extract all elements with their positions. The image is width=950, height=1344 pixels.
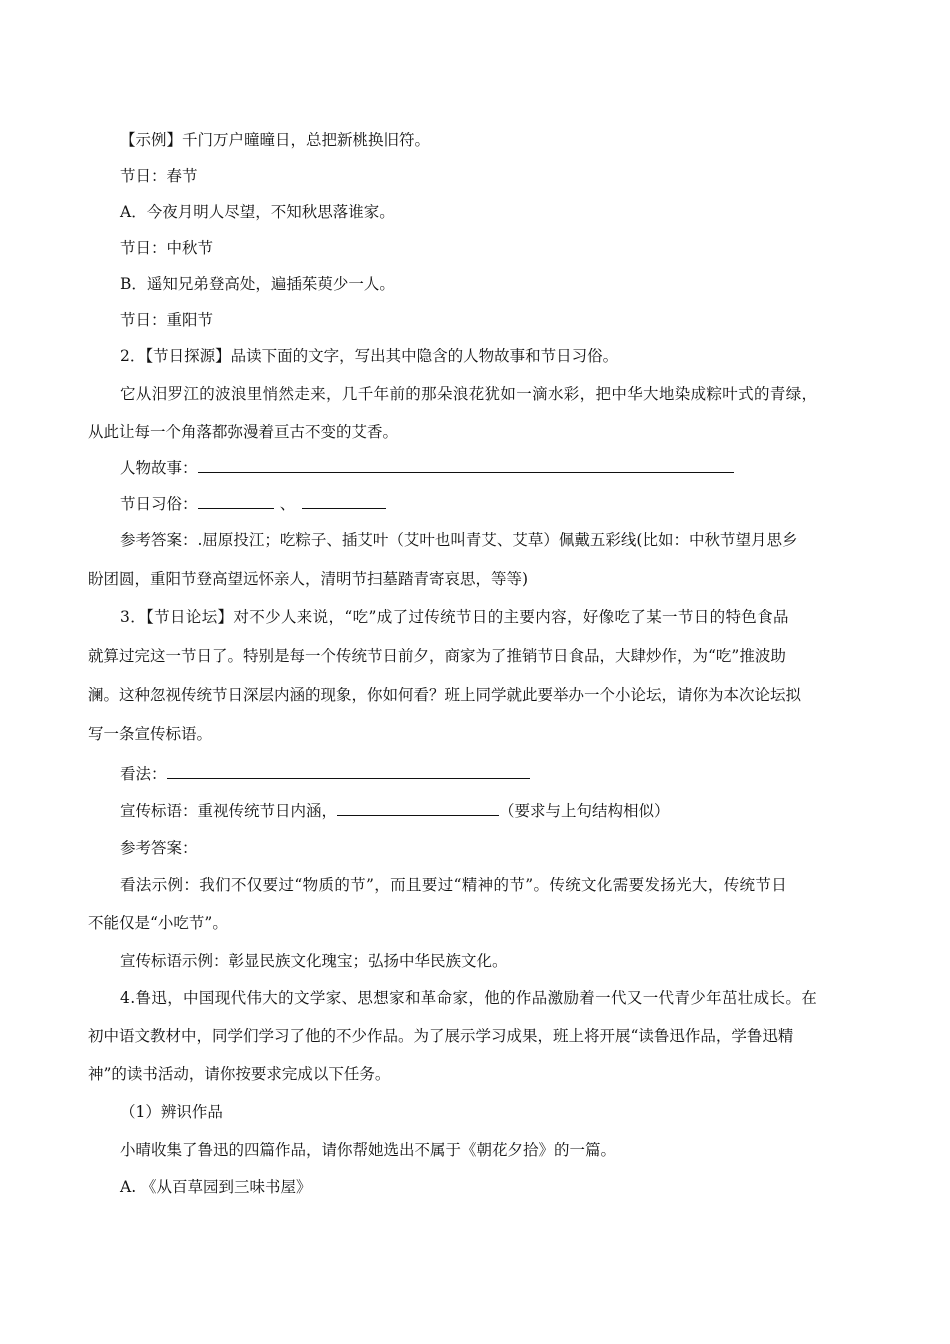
opinion-answer-blank[interactable] bbox=[167, 762, 530, 779]
slogan-line bbox=[120, 799, 670, 823]
question-2-answer-line-2: 盼团圆，重阳节登高望远怀亲人，清明节扫墓踏青寄哀思，等等) bbox=[88, 570, 529, 588]
festival-custom-blank-2[interactable] bbox=[302, 492, 386, 509]
task-1-heading: （1）辨识作品 bbox=[120, 1103, 223, 1121]
task-1-instruction: 小晴收集了鲁迅的四篇作品，请你帮她选出不属于《朝花夕拾》的一篇。 bbox=[120, 1141, 617, 1159]
festival-custom-separator: 、 bbox=[279, 495, 296, 513]
slogan-answer-blank[interactable] bbox=[337, 799, 499, 816]
question-2-passage-line-1: 它从汨罗江的波浪里悄然走来，几千年前的那朵浪花犹如一滴水彩，把中华大地染成粽叶式的青绿， bbox=[120, 385, 818, 403]
question-4-line-3: 神”的读书活动，请你按要求完成以下任务。 bbox=[88, 1065, 391, 1083]
opinion-line bbox=[120, 762, 530, 786]
example-festival: 节日：春节 bbox=[120, 167, 198, 185]
festival-custom-blank-1[interactable] bbox=[198, 492, 274, 509]
question-4-line-1: 4.鲁迅，中国现代伟大的文学家、思想家和革命家，他的作品激励着一代又一代青少年茁壮成长。在 bbox=[120, 989, 818, 1007]
opinion-label: 看法： bbox=[120, 765, 167, 783]
question-3-line-4: 写一条宣传标语。 bbox=[88, 725, 213, 743]
slogan-example: 宣传标语示例：彰显民族文化瑰宝；弘扬中华民族文化。 bbox=[120, 952, 508, 970]
option-b-festival: 节日：重阳节 bbox=[120, 311, 214, 329]
question-2-answer-line-1: 参考答案：.屈原投江；吃粽子、插艾叶（艾叶也叫青艾、艾草）佩戴五彩线(比如：中秋节望月思乡 bbox=[120, 531, 798, 549]
character-story-label: 人物故事： bbox=[120, 459, 198, 477]
opinion-example-line-2: 不能仅是“小吃节”。 bbox=[88, 914, 228, 932]
option-a-poem: A．今夜月明人尽望，不知秋思落谁家。 bbox=[120, 203, 395, 221]
question-3-line-3: 澜。这种忽视传统节日深层内涵的现象，你如何看？班上同学就此要举办一个小论坛，请你为本次论坛拟 bbox=[88, 686, 802, 704]
option-b-poem: B．遥知兄弟登高处，遍插茱萸少一人。 bbox=[120, 275, 395, 293]
example-line: 【示例】千门万户曈曈日，总把新桃换旧符。 bbox=[120, 131, 431, 149]
question-4-line-2: 初中语文教材中，同学们学习了他的不少作品。为了展示学习成果，班上将开展“读鲁迅作品，学鲁迅精 bbox=[88, 1027, 794, 1045]
opinion-example-line-1: 看法示例：我们不仅要过“物质的节”，而且要过“精神的节”。传统文化需要发扬光大，传统节日 bbox=[120, 876, 788, 894]
festival-custom-line bbox=[120, 492, 386, 516]
option-a-festival: 节日：中秋节 bbox=[120, 239, 214, 257]
character-story-answer-blank[interactable] bbox=[198, 456, 734, 473]
question-3-answer-label: 参考答案： bbox=[120, 839, 198, 857]
question-3-line-2: 就算过完这一节日了。特别是每一个传统节日前夕，商家为了推销节日食品，大肆炒作，为“吃”推波助 bbox=[88, 647, 786, 665]
task-1-option-a: A. 《从百草园到三味书屋》 bbox=[120, 1178, 312, 1196]
slogan-requirement: （要求与上句结构相似） bbox=[499, 802, 670, 820]
slogan-label: 宣传标语：重视传统节日内涵， bbox=[120, 802, 338, 820]
question-2-passage-line-2: 从此让每一个角落都弥漫着亘古不变的艾香。 bbox=[88, 423, 399, 441]
question-2-heading: 2．【节日探源】品读下面的文字，写出其中隐含的人物故事和节日习俗。 bbox=[120, 347, 619, 365]
character-story-line bbox=[120, 456, 734, 480]
festival-custom-label: 节日习俗： bbox=[120, 495, 198, 513]
question-3-line-1: 3．【节日论坛】对不少人来说，“吃”成了过传统节日的主要内容，好像吃了某一节日的特色食品 bbox=[120, 608, 789, 626]
